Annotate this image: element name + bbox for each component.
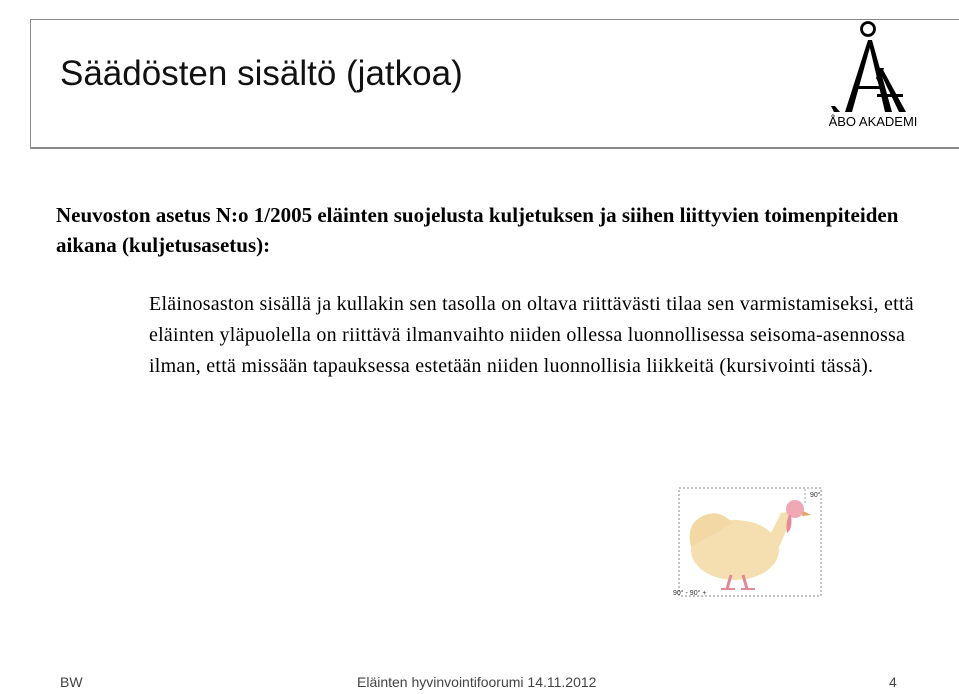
footer-event: Eläinten hyvinvointifoorumi 14.11.2012 xyxy=(357,674,597,690)
turkey-illustration xyxy=(673,485,827,603)
logo-text: ÅBO AKADEMI xyxy=(828,114,918,129)
regulation-heading: Neuvoston asetus N:o 1/2005 eläinten suojelusta kuljetuksen ja siihen liittyvien toimenpiteiden aikana (kuljetusasetus): xyxy=(56,203,899,257)
page-number: 4 xyxy=(889,674,897,690)
angle-label-bottom: 90° - 90° + xyxy=(673,590,707,597)
regulation-text: Eläinosaston sisällä ja kullakin sen tasolla on oltava riittävästi tilaa sen varmistamiseksi, että eläinten yläpuolella on riittävä ilmanvaihto niiden ollessa luonnollisessa seisoma-asennossa ilman, että missään tapauksessa estetään niiden luonnollisia liikkeitä (kursivointi tässä). xyxy=(149,293,914,377)
footer-author: BW xyxy=(60,674,83,690)
angle-label-top: 90° xyxy=(810,492,821,499)
slide-title: Säädösten sisältö (jatkoa) xyxy=(60,54,463,93)
